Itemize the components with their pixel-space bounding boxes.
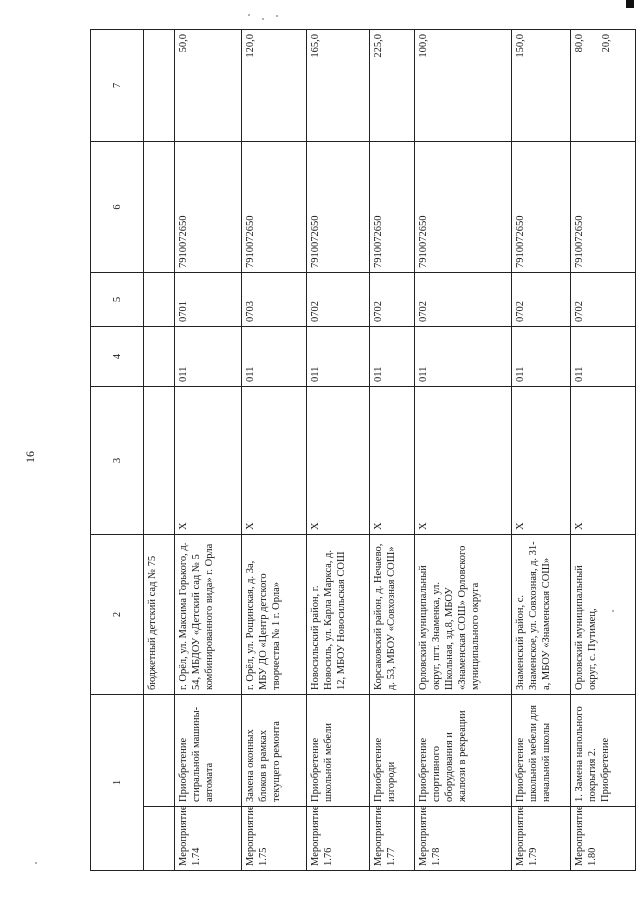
- event-description-cell: Приобретение стиральной машины-автомата: [175, 695, 242, 807]
- scan-speck: [248, 14, 250, 16]
- header-row: [91, 30, 144, 871]
- scan-corner-mark: [626, 0, 634, 8]
- col3-mark-cell: Х: [415, 387, 512, 535]
- event-description-cell: Приобретение спортивного оборудования и жалюзи в рекреации: [415, 695, 512, 807]
- table-row: [370, 30, 415, 871]
- event-id-cell: Мероприятие 1.78: [415, 807, 512, 871]
- table-row: [307, 30, 370, 871]
- col6-code-cell: 7910072650: [370, 142, 415, 273]
- table-row: [571, 30, 636, 871]
- col4-code-cell: 011: [175, 327, 242, 387]
- col4-code-cell: 011: [571, 327, 636, 387]
- header-cell-1: 1: [91, 695, 144, 871]
- amount-cell: [571, 30, 636, 142]
- event-description-cell: Приобретение школьной мебели для начальной школы: [512, 695, 571, 807]
- cell-empty: [144, 327, 175, 387]
- col5-code-cell: 0702: [512, 273, 571, 327]
- amount-value: 225,0: [373, 34, 384, 58]
- scan-speck: [262, 18, 264, 20]
- event-id-cell: Мероприятие 1.75: [242, 807, 307, 871]
- continuation-address: бюджетный детский сад № 75: [144, 535, 175, 695]
- amount-value: 80,0: [574, 34, 585, 53]
- event-id-cell: Мероприятие 1.80: [571, 807, 636, 871]
- event-description-cell: Замена оконных блоков в рамках текущего ремонта: [242, 695, 307, 807]
- event-address-cell: г. Орёл, ул. Рощинская, д. 3а, МБУ ДО «Центр детского творчества № 1 г. Орла»: [242, 535, 307, 695]
- amount-cell: [370, 30, 415, 142]
- col3-mark-cell: Х: [512, 387, 571, 535]
- col6-code-cell: 7910072650: [175, 142, 242, 273]
- amount-value: 120,0: [245, 34, 256, 58]
- event-description-cell: Приобретение школьной мебели: [307, 695, 370, 807]
- col3-mark-cell: Х: [307, 387, 370, 535]
- event-id-cell: Мероприятие 1.76: [307, 807, 370, 871]
- event-address-cell: Корсаковский район, д. Нечаево, д. 53, МБОУ «Совхозная СОШ»: [370, 535, 415, 695]
- amount-value: 100,0: [418, 34, 429, 58]
- cell-empty: [144, 142, 175, 273]
- event-id-cell: Мероприятие 1.74: [175, 807, 242, 871]
- amount-value: 50,0: [178, 34, 189, 53]
- funding-table: [90, 29, 636, 871]
- amount-cell: [307, 30, 370, 142]
- col3-mark-cell: Х: [175, 387, 242, 535]
- cell-empty: [144, 695, 175, 807]
- amount-value-secondary: 20,0: [601, 34, 612, 53]
- col4-code-cell: 011: [370, 327, 415, 387]
- table-body: [91, 30, 636, 871]
- cell-empty: [144, 807, 175, 871]
- col3-mark-cell: Х: [370, 387, 415, 535]
- header-cell-7: 7: [91, 30, 144, 142]
- header-cell-4: 4: [91, 327, 144, 387]
- cell-empty: [144, 30, 175, 142]
- event-description-cell: 1. Замена напольного покрытия 2. Приобретение: [571, 695, 636, 807]
- col4-code-cell: 011: [512, 327, 571, 387]
- amount-cell: [415, 30, 512, 142]
- header-cell-2: 2: [91, 535, 144, 695]
- col5-code-cell: 0701: [175, 273, 242, 327]
- table-row: [242, 30, 307, 871]
- scan-speck: [35, 862, 37, 864]
- event-description-cell: Приобретение изгороди: [370, 695, 415, 807]
- page-number: 16: [23, 451, 37, 463]
- event-address-cell: Орловский муниципальный округ, пгт. Знаменка, ул. Школьная, зд.8, МБОУ «Знаменская СОШ» Орловского муниципального округа: [415, 535, 512, 695]
- header-cell-6: 6: [91, 142, 144, 273]
- table-row: [512, 30, 571, 871]
- col6-code-cell: 7910072650: [307, 142, 370, 273]
- col5-code-cell: 0702: [571, 273, 636, 327]
- col6-code-cell: 7910072650: [571, 142, 636, 273]
- event-id-cell: Мероприятие 1.79: [512, 807, 571, 871]
- table-row: [175, 30, 242, 871]
- col6-code-cell: 7910072650: [415, 142, 512, 273]
- col4-code-cell: 011: [307, 327, 370, 387]
- amount-cell: [175, 30, 242, 142]
- amount-value: 165,0: [310, 34, 321, 58]
- amount-value: 150,0: [515, 34, 526, 58]
- header-cell-3: 3: [91, 387, 144, 535]
- continuation-row: [144, 30, 175, 871]
- col6-code-cell: 7910072650: [512, 142, 571, 273]
- event-id-cell: Мероприятие 1.77: [370, 807, 415, 871]
- cell-empty: [144, 273, 175, 327]
- col5-code-cell: 0703: [242, 273, 307, 327]
- amount-cell: [512, 30, 571, 142]
- col4-code-cell: 011: [415, 327, 512, 387]
- event-address-cell: Орловский муниципальный округ, с. Путимец,: [571, 535, 636, 695]
- table-frame: [90, 30, 612, 871]
- col5-code-cell: 0702: [307, 273, 370, 327]
- amount-cell: [242, 30, 307, 142]
- col3-mark-cell: Х: [571, 387, 636, 535]
- event-address-cell: Новосильский район, г. Новосиль, ул. Карла Маркса, д. 12, МБОУ Новосильская СОШ: [307, 535, 370, 695]
- col6-code-cell: 7910072650: [242, 142, 307, 273]
- col3-mark-cell: Х: [242, 387, 307, 535]
- col5-code-cell: 0702: [415, 273, 512, 327]
- header-cell-5: 5: [91, 273, 144, 327]
- event-address-cell: Знаменский район, с. Знаменское, ул. Совхозная, д. 31-а, МБОУ «Знаменская СОШ»: [512, 535, 571, 695]
- event-address-cell: г. Орёл, ул. Максима Горького, д. 54, МБДОУ «Детский сад № 5 комбинированного вида» г. Орла: [175, 535, 242, 695]
- scan-speck: [276, 15, 278, 17]
- table-row: [415, 30, 512, 871]
- cell-empty: [144, 387, 175, 535]
- col4-code-cell: 011: [242, 327, 307, 387]
- col5-code-cell: 0702: [370, 273, 415, 327]
